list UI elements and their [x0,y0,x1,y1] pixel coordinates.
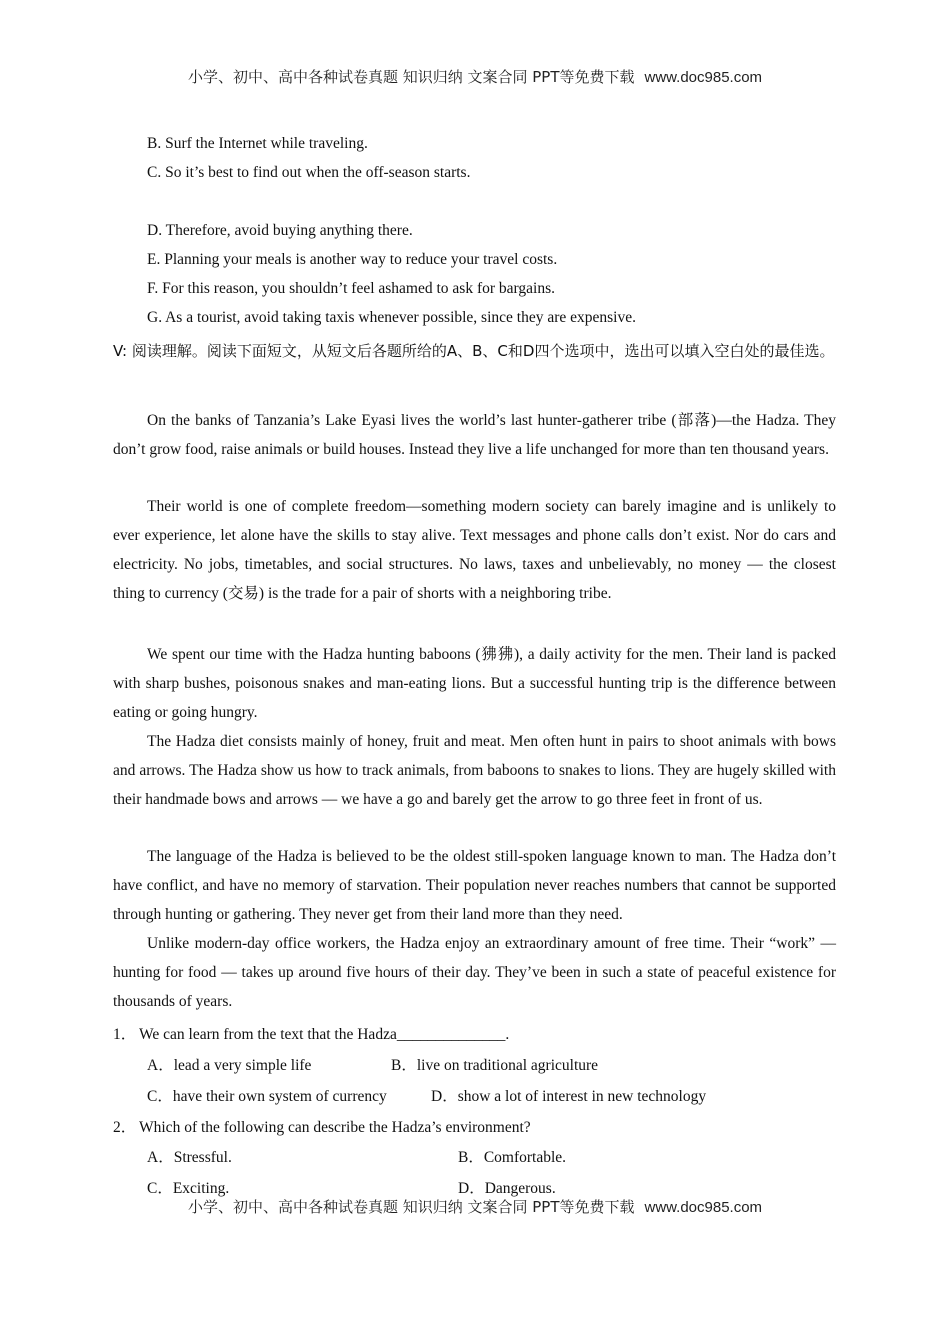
passage-paragraph: On the banks of Tanzania’s Lake Eyasi lives the world’s last hunter-gatherer tribe (部落)—the Hadza. They don’t grow food, raise animals or build houses. Instead they live a life unchanged for more than ten thousand years. [113,412,836,458]
option-e: E. Planning your meals is another way to reduce your travel costs. [147,251,558,268]
option-d: D. Therefore, avoid buying anything there. [147,222,413,239]
choice-2d[interactable]: D．Dangerous. [458,1180,556,1197]
option-g: G. As a tourist, avoid taking taxis whenever possible, since they are expensive. [147,309,636,326]
choice-2a[interactable]: A．Stressful. [147,1149,232,1166]
passage-paragraph: Unlike modern-day office workers, the Hadza enjoy an extraordinary amount of free time. Their “work” — hunting for food — takes up around five hours of their day. They’ve been in such a state of peaceful existence for thousands of years. [113,935,836,1010]
passage-paragraph: The Hadza diet consists mainly of honey, fruit and meat. Men often hunt in pairs to shoot animals with bows and arrows. The Hadza show us how to track animals, from baboons to snakes to lions. They are hugely skilled with their handmade bows and arrows — we have a go and barely get the arrow to go three feet in front of us. [113,733,836,808]
question-number: 1． [113,1026,137,1043]
passage-paragraph: Their world is one of complete freedom—something modern society can barely imagine and is unlikely to ever experience, let alone have the skills to stay alive. Text messages and phone calls don’t exist. Nor do cars and electricity. No jobs, timetables, and social structures. No laws, taxes and unbelievably, no money — the closest thing to currency (交易) is the trade for a pair of shorts with a neighboring tribe. [113,498,836,602]
question-1 [113,1022,509,1044]
question-stem: Which of the following can describe the Hadza’s environment? [139,1119,531,1136]
footer-banner [0,1196,950,1217]
choice-1b[interactable]: B．live on traditional agriculture [391,1057,599,1074]
question-2 [113,1115,531,1137]
banner-url[interactable]: www.doc985.com [644,69,763,86]
banner-text: 小学、初中、高中各种试卷真题 知识归纳 文案合同 PPT等免费下载 [187,1198,635,1216]
banner-text: 小学、初中、高中各种试卷真题 知识归纳 文案合同 PPT等免费下载 [187,68,635,86]
option-b: B. Surf the Internet while traveling. [147,135,368,152]
option-c: C. So it’s best to find out when the off-season starts. [147,164,471,181]
passage-paragraph: We spent our time with the Hadza hunting baboons (狒狒), a daily activity for the men. Their land is packed with sharp bushes, poisonous snakes and man-eating lions. But a successful hunting trip is the difference between eating or going hungry. [113,646,836,721]
choice-2c[interactable]: C．Exciting. [147,1180,230,1197]
passage-paragraph: The language of the Hadza is believed to be the oldest still-spoken language known to man. The Hadza don’t have conflict, and have no memory of starvation. Their population never reaches numbers that cannot be supported through hunting or gathering. They never get from their land more than they need. [113,848,836,923]
header-banner [0,66,950,87]
banner-url[interactable]: www.doc985.com [644,1199,763,1216]
choice-1c[interactable]: C．have their own system of currency [147,1088,387,1105]
question-stem: We can learn from the text that the Hadza______________. [139,1026,510,1043]
option-f: F. For this reason, you shouldn’t feel ashamed to ask for bargains. [147,280,556,297]
section-instruction: V: 阅读理解。阅读下面短文，从短文后各题所给的A、B、C和D四个选项中，选出可以填入空白处的最佳选。 [113,342,835,360]
choice-2b[interactable]: B．Comfortable. [458,1149,567,1166]
choice-1d[interactable]: D．show a lot of interest in new technology [431,1088,707,1105]
choice-1a[interactable]: A．lead a very simple life [147,1057,312,1074]
question-number: 2． [113,1119,137,1136]
